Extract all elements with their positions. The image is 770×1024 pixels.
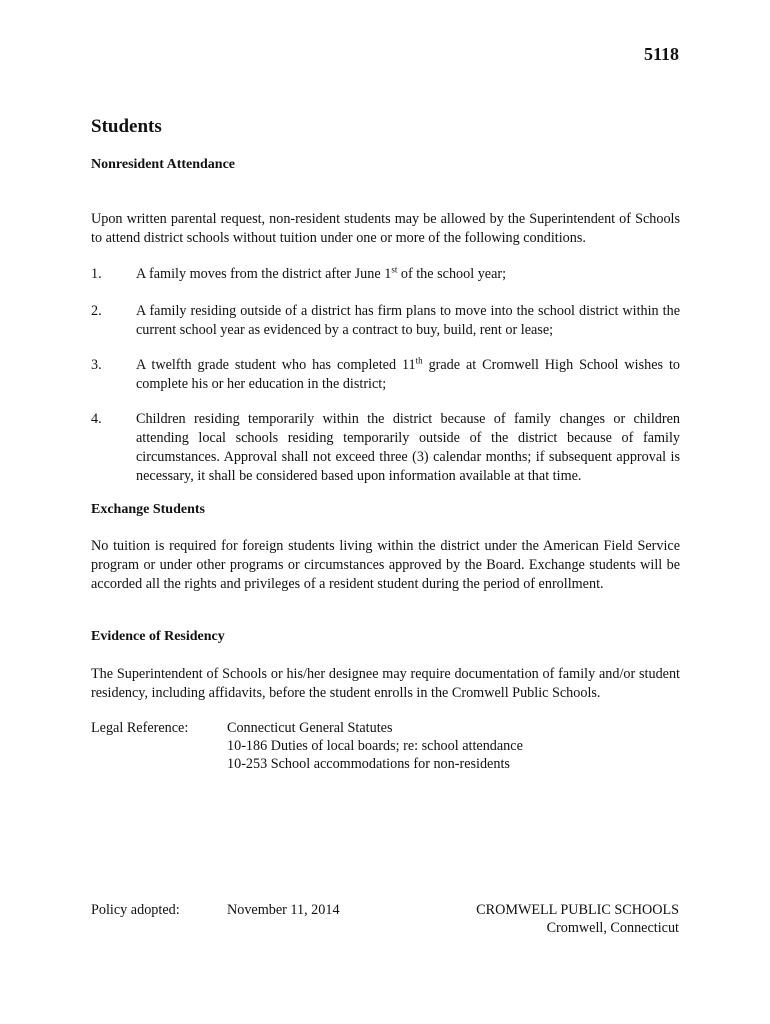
legal-reference-label: Legal Reference: (91, 720, 189, 736)
list-item-number: 4. (91, 411, 102, 427)
section-heading-exchange: Exchange Students (91, 502, 205, 517)
legal-reference-line: 10-253 School accommodations for non-residents (227, 756, 510, 772)
list-item-number: 3. (91, 357, 102, 373)
list-item-text: Children residing temporarily within the district because of family changes or children attending local schools residing temporarily outside of the district because of family circumstances. Approval shall not exceed three (3) calendar months; if subsequent approval is necessary, it shall be considered based upon information available at that time. (136, 411, 680, 484)
organization-name: CROMWELL PUBLIC SCHOOLS (476, 902, 679, 918)
policy-number: 5118 (643, 44, 679, 64)
exchange-paragraph: No tuition is required for foreign students living within the district under the American Field Service program or under other programs or circumstances approved by the Board. Exchange students will be accorded all the rights and privileges of a resident student during the period of enrollment. (91, 538, 680, 592)
page-title: Students (91, 116, 162, 137)
organization-location: Cromwell, Connecticut (546, 920, 679, 936)
section-heading-residency: Evidence of Residency (91, 629, 225, 644)
residency-paragraph: The Superintendent of Schools or his/her designee may require documentation of family and/or student residency, including affidavits, before the student enrolls in the Cromwell Public Schools. (91, 666, 680, 701)
list-item-text: A family residing outside of a district has firm plans to move into the school district within the current school year as evidenced by a contract to buy, build, rent or lease; (136, 303, 680, 338)
list-item-text: A twelfth grade student who has completed 11th grade at Cromwell High School wishes to complete his or her education in the district; (136, 355, 680, 392)
list-item-text: A family moves from the district after June 1st of the school year; (136, 264, 507, 282)
section-heading-nonresident: Nonresident Attendance (91, 157, 236, 172)
legal-reference-line: Connecticut General Statutes (227, 720, 393, 736)
legal-reference-line: 10-186 Duties of local boards; re: school attendance (227, 738, 523, 754)
policy-adopted-label: Policy adopted: (91, 902, 180, 918)
list-item-number: 2. (91, 303, 102, 319)
list-item-number: 1. (91, 266, 102, 282)
policy-adopted-date: November 11, 2014 (227, 902, 340, 918)
intro-paragraph: Upon written parental request, non-resident students may be allowed by the Superintendent of Schools to attend district schools without tuition under one or more of the following conditions. (91, 211, 680, 246)
